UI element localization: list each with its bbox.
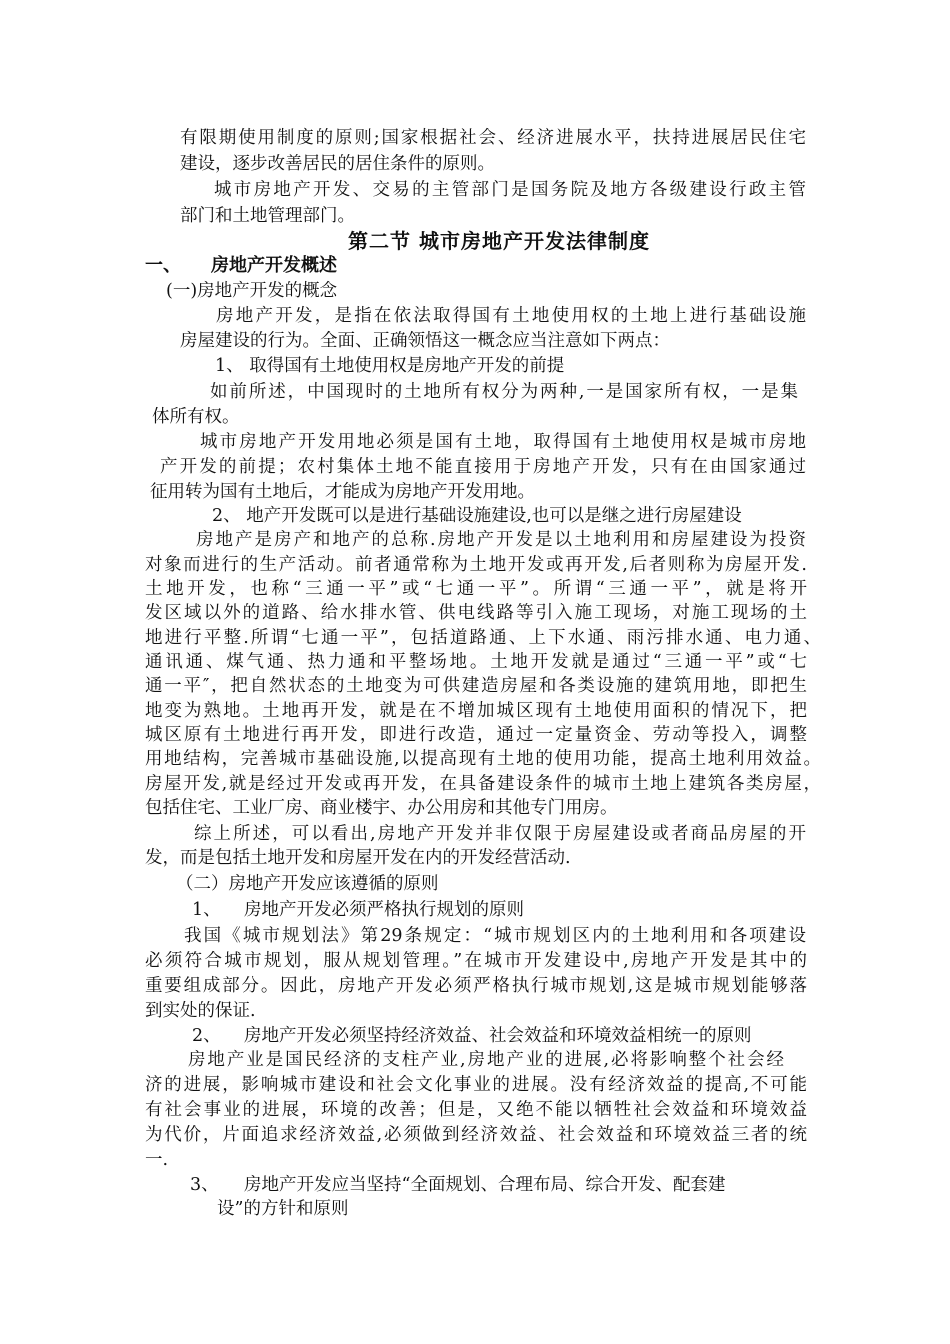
point-2-body-line-2: 对象而进行的生产活动。前者通常称为土地开发或再开发,后者则称为房屋开发. [145, 555, 807, 575]
intro-paragraph-2-line-1: 城市房地产开发、交易的主管部门是国务院及地方各级建设行政主管 [214, 180, 806, 200]
principle-3-title-line-1 [190, 1173, 806, 1197]
principle-2-body-line-5: 一. [145, 1150, 169, 1170]
section-title: 第二节 城市房地产开发法律制度 [348, 229, 650, 253]
subheading-principles: （二）房地产开发应该遵循的原则 [176, 874, 439, 894]
principle-1-body-line-4: 到实处的保证. [145, 1001, 256, 1021]
principle-1-number: 1、 [192, 900, 221, 920]
point-1-p2-line-2: 产开发的前提；农村集体土地不能直接用于房地产开发，只有在由国家通过 [160, 457, 806, 477]
subheading-concept: (一)房地产开发的概念 [166, 281, 338, 301]
point-2-body-line-9: 城区原有土地进行再开发，即进行改造，通过一定量资金、劳动等投入，调整 [145, 725, 807, 745]
point-2-body-line-1: 房地产是房产和地产的总称.房地产开发是以土地利用和房屋建设为投资 [196, 530, 806, 550]
concept-line-1: 房地产开发，是指在依法取得国有土地使用权的土地上进行基础设施 [216, 306, 806, 326]
principle-2-body-line-4: 为代价，片面追求经济效益,必须做到经济效益、社会效益和环境效益三者的统 [145, 1125, 807, 1145]
principle-1-title-text: 房地产开发必须严格执行规划的原则 [244, 900, 524, 920]
point-1-title: 1、 取得国有土地使用权是房地产开发的前提 [215, 356, 565, 376]
point-1-p2-line-3: 征用转为国有土地后，才能成为房地产开发用地。 [150, 482, 535, 502]
principle-2-title-text: 房地产开发必须坚持经济效益、社会效益和环境效益相统一的原则 [244, 1026, 752, 1046]
summary-line-2: 发，而是包括土地开发和房屋开发在内的开发经营活动. [145, 848, 571, 868]
point-2-body-line-4: 发区域以外的道路、给水排水管、供电线路等引入施工现场，对施工现场的土 [145, 603, 807, 623]
point-1-p1-line-1: 如前所述，中国现时的土地所有权分为两种,一是国家所有权，一是集 [210, 382, 798, 402]
point-2-body-line-12: 包括住宅、工业厂房、商业楼宇、办公用房和其他专门用房。 [145, 798, 618, 818]
point-2-body-line-6: 通讯通、煤气通、热力通和平整场地。土地开发就是通过“三通一平”或“七 [145, 652, 807, 672]
point-2-body-line-3: 土地开发，也称“三通一平”或“七通一平”。所谓“三通一平”，就是将开 [145, 579, 807, 599]
principle-1-body-line-3: 重要组成部分。因此，房地产开发必须严格执行城市规划,这是城市规划能够落 [145, 976, 807, 996]
point-2-body-line-8: 地变为熟地。土地再开发，就是在不增加城区现有土地使用面积的情况下，把 [145, 701, 807, 721]
principle-2-body-line-3: 有社会事业的进展，环境的改善；但是，又绝不能以牺牲社会效益和环境效益 [145, 1100, 807, 1120]
principle-1-body-line-1: 我国《城市规划法》第29条规定：“城市规划区内的土地利用和各项建设 [184, 926, 806, 946]
intro-paragraph-1-line-2: 建设，逐步改善居民的居住条件的原则。 [180, 154, 495, 174]
point-2-body-line-10: 用地结构，完善城市基础设施,以提高现有土地的使用功能，提高土地利用效益。 [145, 749, 821, 769]
point-1-p2-line-1: 城市房地产开发用地必须是国有土地，取得国有土地使用权是城市房地 [200, 432, 806, 452]
intro-paragraph-1-line-1: 有限期使用制度的原则;国家根据社会、经济进展水平，扶持进展居民住宅 [180, 128, 806, 148]
heading-number: 一、 [145, 255, 181, 276]
principle-1-body-line-2: 必须符合城市规划，服从规划管理。”在城市开发建设中,房地产开发是其中的 [145, 951, 807, 971]
principle-2-number: 2、 [192, 1026, 221, 1046]
point-1-p1-line-2: 体所有权。 [152, 407, 240, 427]
point-2-title: 2、 地产开发既可以是进行基础设施建设,也可以是继之进行房屋建设 [212, 506, 742, 526]
principle-3-title-line-2: 设”的方针和原则 [217, 1199, 349, 1219]
intro-paragraph-2-line-2: 部门和土地管理部门。 [180, 206, 355, 226]
principle-2-body-line-1: 房地产业是国民经济的支柱产业,房地产业的进展,必将影响整个社会经 [188, 1050, 784, 1070]
heading-text: 房地产开发概述 [211, 255, 337, 276]
principle-1-title [192, 898, 524, 922]
heading-overview [145, 254, 337, 278]
point-2-body-line-5: 地进行平整.所谓“七通一平”，包括道路通、上下水通、雨污排水通、电力通、 [145, 628, 821, 648]
principle-3-title-text: 房地产开发应当坚持“全面规划、合理布局、综合开发、配套建 [244, 1175, 726, 1195]
summary-line-1: 综上所述，可以看出,房地产开发并非仅限于房屋建设或者商品房屋的开 [194, 824, 806, 844]
principle-2-title [192, 1024, 752, 1048]
point-2-body-line-7: 通一平″，把自然状态的土地变为可供建造房屋和各类设施的建筑用地，即把生 [145, 676, 807, 696]
concept-line-2: 房屋建设的行为。全面、正确领悟这一概念应当注意如下两点： [180, 331, 670, 351]
principle-2-body-line-2: 济的进展，影响城市建设和社会文化事业的进展。没有经济效益的提高,不可能 [145, 1075, 807, 1095]
point-2-body-line-11: 房屋开发,就是经过开发或再开发，在具备建设条件的城市土地上建筑各类房屋， [145, 774, 821, 794]
principle-3-number: 3、 [190, 1175, 219, 1195]
